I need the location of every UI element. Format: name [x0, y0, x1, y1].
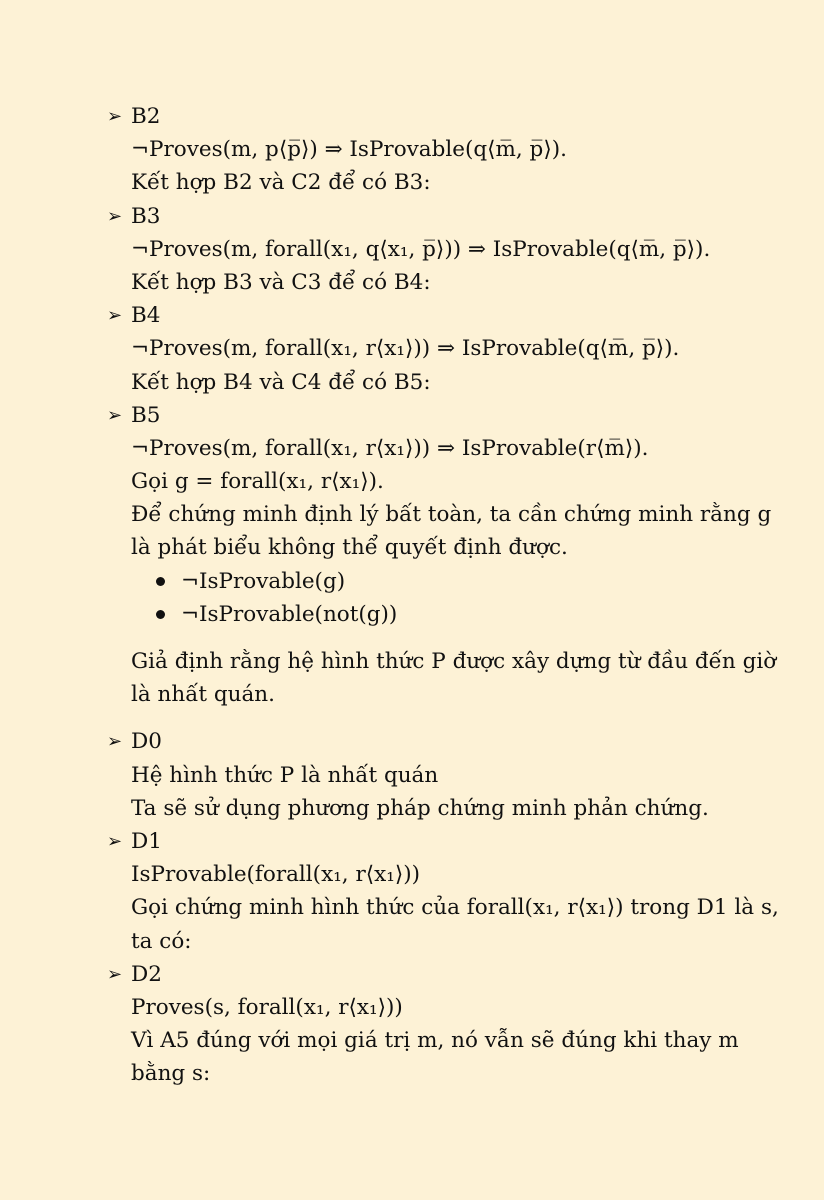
bullet-dot-icon: [156, 577, 165, 586]
line-text: Kết hợp B4 và C4 để có B5:: [131, 369, 431, 395]
line-text: ¬IsProvable(not(g)): [181, 601, 398, 627]
line-text: D1: [131, 828, 162, 854]
page-content: [0, 100, 824, 1090]
arrow-bullet-icon: ➢: [107, 963, 123, 985]
line-text: ta có:: [131, 928, 192, 954]
line-text: ¬Proves(m, forall(x₁, r⟨x₁⟩)) ⇒ IsProvable(q⟨m̅, p̅⟩).: [131, 336, 680, 362]
line-text: IsProvable(forall(x₁, r⟨x₁⟩)): [131, 862, 421, 888]
arrow-bullet-icon: ➢: [107, 106, 123, 127]
text-line: [0, 858, 824, 891]
line-text: Kết hợp B3 và C3 để có B4:: [131, 269, 431, 295]
step-heading: [0, 825, 824, 858]
line-text: là phát biểu không thể quyết định được.: [131, 535, 568, 561]
text-line: [0, 366, 824, 399]
text-line: [0, 332, 824, 365]
arrow-bullet-icon: ➢: [107, 205, 123, 227]
arrow-bullet-icon: ➢: [107, 404, 123, 426]
text-line: [0, 266, 824, 299]
line-text: Để chứng minh định lý bất toàn, ta cần chứng minh rằng g: [131, 502, 772, 528]
line-text: ¬Proves(m, p⟨p̅⟩) ⇒ IsProvable(q⟨m̅, p̅⟩).: [131, 137, 567, 163]
text-line: [0, 233, 824, 266]
step-heading: [0, 958, 824, 991]
line-text: Giả định rằng hệ hình thức P được xây dựng từ đầu đến giờ: [131, 649, 777, 674]
text-line: [0, 1024, 824, 1057]
arrow-bullet-icon: ➢: [107, 305, 123, 327]
paragraph-spacer: [0, 711, 824, 725]
line-text: Kết hợp B2 và C2 để có B3:: [131, 170, 431, 196]
paragraph-spacer: [0, 631, 824, 645]
line-text: bằng s:: [131, 1061, 211, 1087]
bullet-item: [0, 565, 824, 598]
bullet-dot-icon: [156, 610, 165, 619]
text-line: [0, 133, 824, 166]
line-text: Gọi chứng minh hình thức của forall(x₁, r⟨x₁⟩) trong D1 là s,: [131, 895, 779, 921]
text-line: [0, 991, 824, 1024]
step-heading: [0, 399, 824, 432]
bullet-item: [0, 598, 824, 631]
line-text: là nhất quán.: [131, 682, 275, 708]
text-line: [0, 432, 824, 465]
line-text: Gọi g = forall(x₁, r⟨x₁⟩).: [131, 469, 384, 495]
text-line: [0, 645, 824, 678]
text-line: [0, 1057, 824, 1090]
line-text: B2: [131, 104, 161, 129]
step-heading: [0, 725, 824, 758]
line-text: Ta sẽ sử dụng phương pháp chứng minh phản chứng.: [131, 795, 709, 821]
line-text: Vì A5 đúng với mọi giá trị m, nó vẫn sẽ đúng khi thay m: [131, 1028, 739, 1054]
line-text: D0: [131, 729, 162, 755]
step-heading: [0, 299, 824, 332]
text-line: [0, 891, 824, 924]
text-line: [0, 792, 824, 825]
step-heading: [0, 200, 824, 233]
line-text: ¬Proves(m, forall(x₁, r⟨x₁⟩)) ⇒ IsProvable(r⟨m̅⟩).: [131, 435, 649, 461]
text-line: [0, 925, 824, 958]
line-text: B5: [131, 402, 161, 428]
arrow-bullet-icon: ➢: [107, 830, 123, 852]
line-text: B3: [131, 203, 161, 229]
line-text: ¬IsProvable(g): [181, 568, 346, 594]
arrow-bullet-icon: ➢: [107, 731, 123, 753]
text-line: [0, 465, 824, 498]
line-text: Hệ hình thức P là nhất quán: [131, 762, 439, 788]
line-text: B4: [131, 303, 161, 329]
text-line: [0, 759, 824, 792]
line-text: ¬Proves(m, forall(x₁, q⟨x₁, p̅⟩)) ⇒ IsProvable(q⟨m̅, p̅⟩).: [131, 236, 711, 262]
text-line: [0, 678, 824, 711]
text-line: [0, 166, 824, 199]
line-text: Proves(s, forall(x₁, r⟨x₁⟩)): [131, 994, 403, 1020]
step-heading: [0, 100, 824, 133]
text-line: [0, 498, 824, 531]
text-line: [0, 531, 824, 564]
line-text: D2: [131, 961, 162, 987]
